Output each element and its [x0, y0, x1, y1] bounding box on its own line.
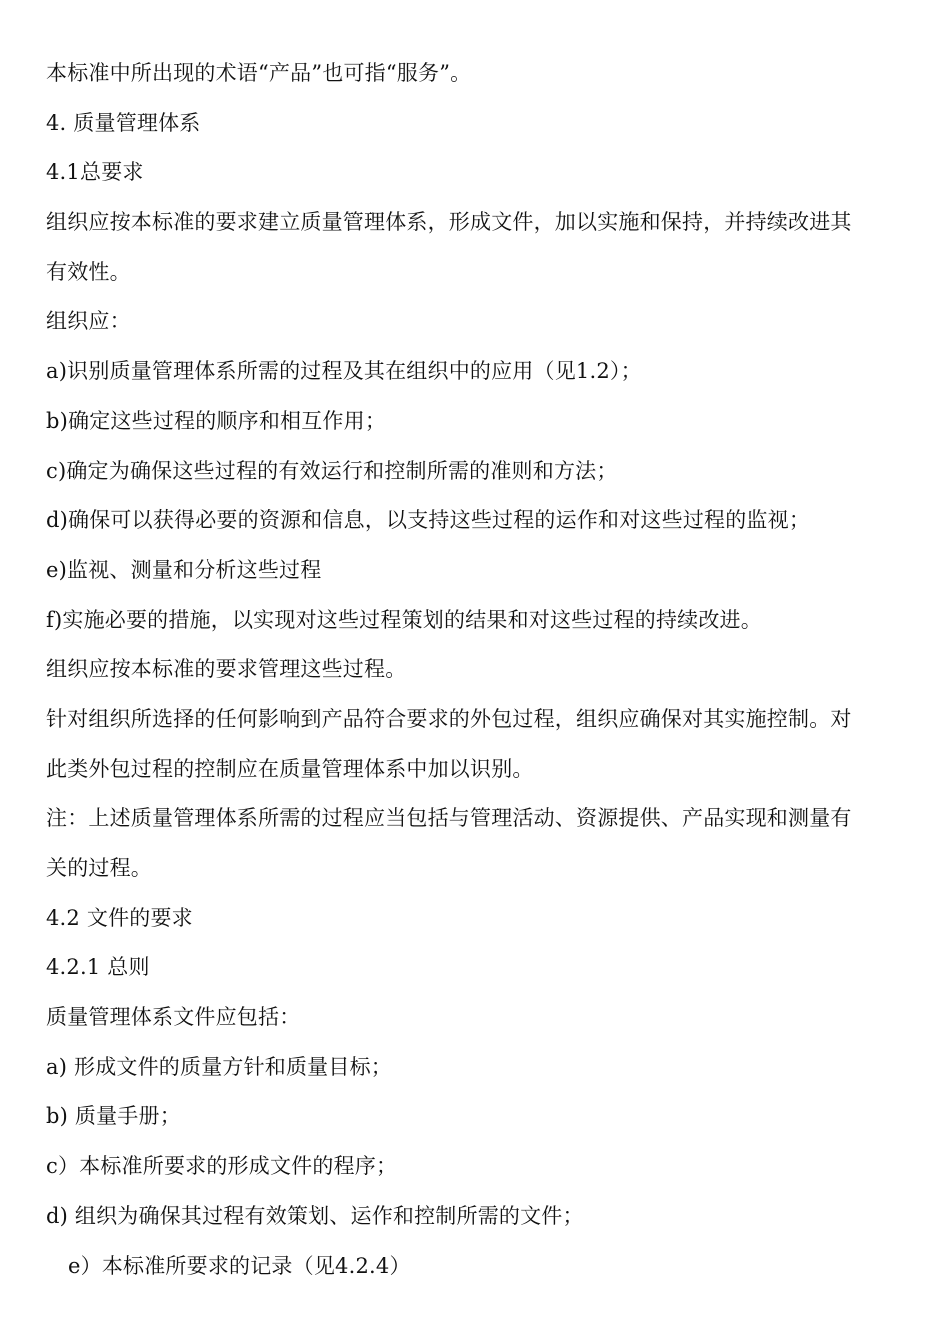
paragraph-general-req-line-2: 有效性。 — [46, 259, 131, 284]
list-item-f: f)实施必要的措施，以实现对这些过程策划的结果和对这些过程的持续改进。 — [46, 607, 762, 632]
doc-list-item-a: a) 形成文件的质量方针和质量目标； — [46, 1054, 392, 1079]
list-item-b: b)确定这些过程的顺序和相互作用； — [46, 408, 387, 433]
paragraph-manage-processes: 组织应按本标准的要求管理这些过程。 — [46, 657, 407, 682]
paragraph-outsourced-line-2: 此类外包过程的控制应在质量管理体系中加以识别。 — [46, 756, 534, 781]
heading-4-qms: 4. 质量管理体系 — [46, 110, 201, 135]
paragraph-outsourced-line-1: 针对组织所选择的任何影响到产品符合要求的外包过程，组织应确保对其实施控制。对 — [46, 706, 852, 731]
note-line-1: 注：上述质量管理体系所需的过程应当包括与管理活动、资源提供、产品实现和测量有 — [46, 806, 852, 831]
list-item-d: d)确保可以获得必要的资源和信息，以支持这些过程的运作和对这些过程的监视； — [46, 508, 811, 533]
note-line-2: 关的过程。 — [46, 856, 152, 880]
list-item-c: c)确定为确保这些过程的有效运行和控制所需的准则和方法； — [46, 458, 618, 483]
paragraph-product-term: 本标准中所出现的术语“产品”也可指“服务”。 — [46, 61, 472, 85]
heading-4-1-general: 4.1总要求 — [46, 160, 144, 185]
heading-4-2-documentation: 4.2 文件的要求 — [46, 905, 193, 930]
heading-4-2-1-general: 4.2.1 总则 — [46, 955, 150, 980]
doc-list-item-b: b) 质量手册； — [46, 1104, 181, 1129]
list-item-a: a)识别质量管理体系所需的过程及其在组织中的应用（见1.2）； — [46, 359, 642, 384]
doc-list-item-d: d) 组织为确保其过程有效策划、运作和控制所需的文件； — [46, 1203, 584, 1228]
doc-list-item-c: c）本标准所要求的形成文件的程序； — [46, 1154, 398, 1179]
document-body — [46, 49, 906, 1291]
paragraph-general-req-line-1: 组织应按本标准的要求建立质量管理体系，形成文件，加以实施和保持，并持续改进其 — [46, 210, 852, 235]
list-item-e: e)监视、测量和分析这些过程 — [46, 557, 322, 582]
doc-list-item-e: e）本标准所要求的记录（见4.2.4） — [68, 1253, 411, 1278]
paragraph-org-shall: 组织应： — [46, 309, 131, 334]
paragraph-docs-include: 质量管理体系文件应包括： — [46, 1005, 301, 1030]
